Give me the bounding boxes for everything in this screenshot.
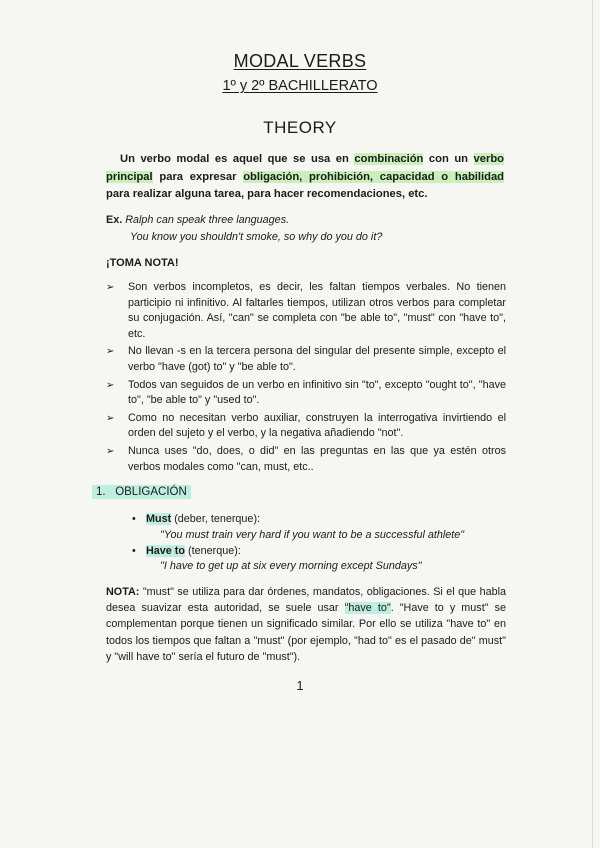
list-item: ➢ Son verbos incompletos, es decir, les faltan tiempos verbales. No tienen participio ni infinitivo. Al faltarles tiempos, utilizan otros verbos para completar su conjugación. Así, "can" se completa con "be able to", "must" con "have to", etc. [106,281,506,340]
page-number: 1 [296,678,304,693]
list-item: • Must (deber, tenerque): "You must train very hard if you want to be a successful athlete" [132,512,512,544]
arrow-bullet-icon: ➢ [106,412,115,424]
arrow-bullet-icon: ➢ [106,346,115,358]
page-title: MODAL VERBS [233,51,367,71]
keyword-must: Must [146,513,172,525]
nota-highlight: "have to" [344,602,391,615]
section-obligacion-heading: 1. OBLIGACIÓN [92,486,191,498]
bullet-dot-icon: • [132,513,136,525]
intro-highlight: obligación, prohibición, capacidad o habilidad [243,170,504,183]
example-label: Ex. [106,214,123,226]
intro-text: para expresar [152,170,244,183]
intro-highlight: verbo principal [106,153,504,183]
keyword-have-to: Have to [146,544,186,557]
nota-paragraph: NOTA: "must" se utiliza para dar órdenes, mandatos, obligaciones. Si el que habla desea suavizar esta autoridad, se suele usar "have to". "Have to y must" se complementan porque tienen un significado similar. Por ello se utiliza "have to" en todos los tiempos que faltan a "must" (por ejemplo, "had to" es el pasado de" must" y "will have to" sería el futuro de "must"). [106,586,506,663]
page-subtitle: 1º y 2º BACHILLERATO [222,78,378,94]
intro-text: con un [423,153,474,165]
list-item: ➢ Nunca uses "do, does, o did" en las preguntas en las que ya estén otros verbos modales como "can, must, etc.. [106,444,506,473]
intro-highlight: combinación [354,153,424,165]
notes-list [106,280,506,477]
section-heading: THEORY [263,118,337,137]
intro-text: para realizar alguna tarea, para hacer recomendaciones, etc. [106,188,428,200]
example-sentence: "You must train very hard if you want to be a successful athlete" [160,528,465,541]
toma-nota-heading: ¡TOMA NOTA! [106,257,179,269]
example-sentence: Ralph can speak three languages. [125,214,290,226]
intro-text: Un verbo modal es aquel que se usa en [120,153,355,165]
arrow-bullet-icon: ➢ [106,282,115,293]
list-item: ➢ Todos van seguidos de un verbo en infinitivo sin "to", excepto "ought to", "have to", "be able to" y "used to". [106,378,506,407]
list-item: ➢ No llevan -s en la tercera persona del singular del presente simple, excepto el verbo "have (got) to" y "be able to". [106,345,506,373]
example-block [106,212,382,246]
example-sentence: You know you shouldn't smoke, so why do you do it? [130,231,383,243]
list-item: ➢ Como no necesitan verbo auxiliar, construyen la interrogativa invirtiendo el orden del sujeto y el verbo, y la negativa añadiendo "not". [106,411,506,440]
arrow-bullet-icon: ➢ [106,445,115,457]
arrow-bullet-icon: ➢ [106,379,115,391]
list-item: • Have to (tenerque): "I have to get up at six every morning except Sundays" [132,544,512,576]
obligacion-list [132,512,512,575]
intro-paragraph [106,151,504,204]
nota-label: NOTA: [106,586,140,598]
bullet-dot-icon: • [132,544,136,557]
example-sentence: "I have to get up at six every morning except Sundays" [160,560,422,573]
